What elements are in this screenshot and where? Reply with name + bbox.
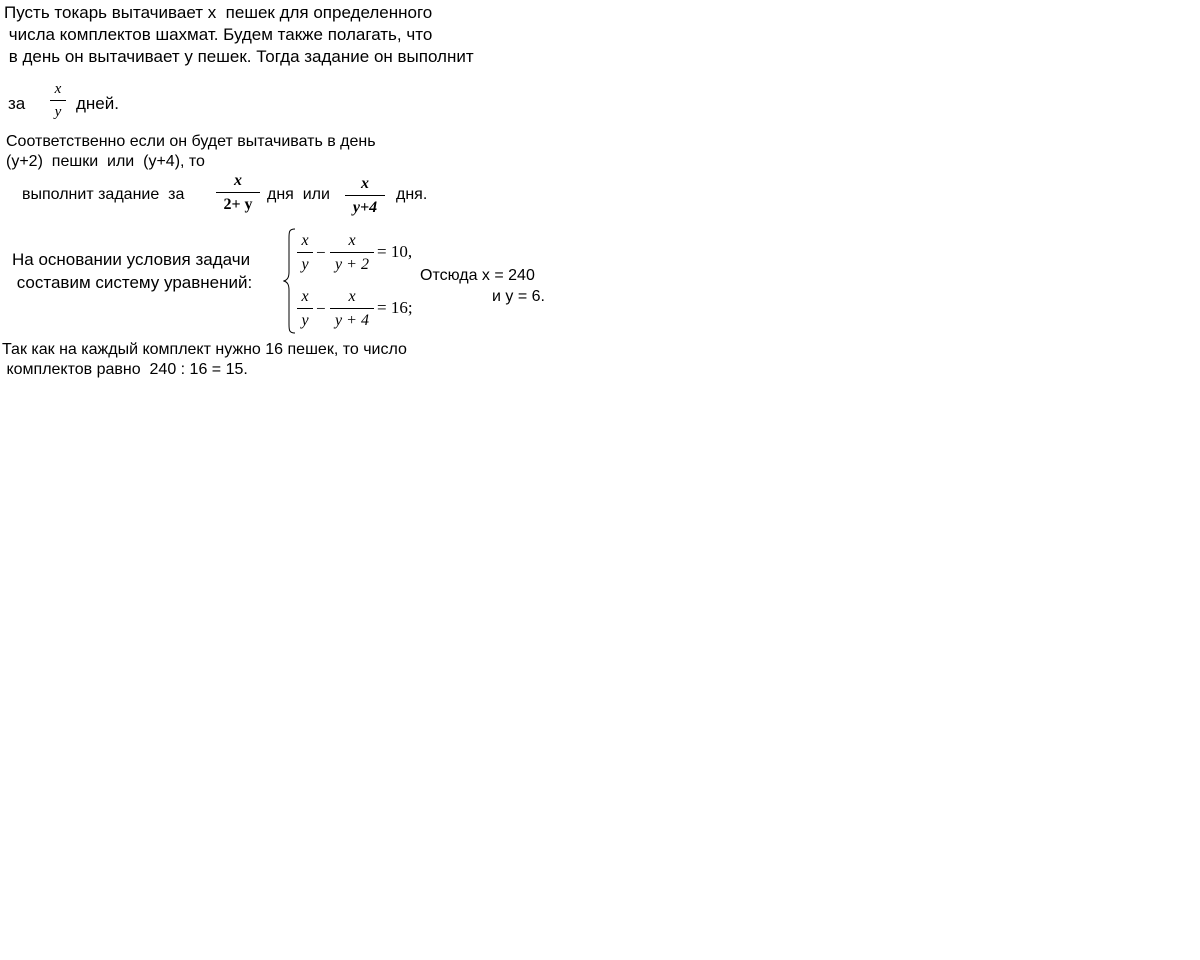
fraction-numerator: x — [301, 232, 309, 249]
fraction-denominator: y — [301, 256, 309, 273]
eq1-fraction-b — [330, 233, 374, 273]
eq2-rhs: = 16; — [377, 298, 413, 317]
fraction-numerator: x — [348, 232, 356, 249]
para2-line-1: Соответственно если он будет вытачивать в день — [6, 133, 376, 150]
fraction-bar — [216, 192, 260, 193]
para2-line-2: (y+2) пешки или (y+4), то — [6, 153, 205, 170]
intro-za: за — [8, 94, 26, 113]
para2-line-3: выполнит задание за — [22, 186, 185, 203]
eq2-fraction-b — [330, 289, 374, 329]
intro-line-1: Пусть токарь вытачивает x пешек для определенного — [4, 3, 433, 22]
fraction-bar — [297, 252, 313, 253]
para2-end: дня. — [396, 186, 428, 203]
fraction-numerator: x — [361, 175, 369, 192]
eq1-fraction-a — [297, 233, 313, 273]
fraction-denominator: y — [54, 104, 62, 120]
eq1-rhs: = 10, — [377, 242, 413, 261]
fraction-denominator: y — [301, 312, 309, 329]
fraction-bar — [330, 252, 374, 253]
fraction-numerator: x — [54, 81, 62, 97]
fraction-numerator: x — [234, 172, 242, 189]
eq2-minus: − — [316, 299, 326, 318]
fraction-x-over-2-plus-y — [216, 173, 260, 213]
eq2-fraction-a — [297, 289, 313, 329]
fraction-x-over-y-plus-4 — [345, 176, 385, 216]
para2-mid: дня или — [267, 186, 330, 203]
system-label-1: На основании условия задачи — [12, 250, 251, 269]
system-label-2: составим систему уравнений: — [12, 273, 253, 292]
intro-line-3: в день он вытачивает y пешек. Тогда задание он выполнит — [4, 47, 474, 66]
fraction-bar — [345, 195, 385, 196]
fraction-denominator: y + 4 — [335, 312, 369, 329]
fraction-numerator: x — [348, 288, 356, 305]
fraction-denominator: 2+ y — [223, 196, 253, 213]
eq1-minus: − — [316, 243, 326, 262]
result-x: Отсюда x = 240 — [420, 267, 535, 284]
fraction-numerator: x — [301, 288, 309, 305]
fraction-denominator: y + 2 — [335, 256, 369, 273]
conclusion-line-2: комплектов равно 240 : 16 = 15. — [2, 361, 248, 378]
intro-days: дней. — [76, 94, 119, 113]
fraction-denominator: y+4 — [352, 199, 378, 216]
fraction-bar — [297, 308, 313, 309]
intro-line-2: числа комплектов шахмат. Будем также полагать, что — [4, 25, 433, 44]
result-y: и y = 6. — [492, 288, 545, 305]
fraction-bar — [50, 100, 66, 101]
fraction-bar — [330, 308, 374, 309]
system-brace-icon — [283, 228, 297, 334]
fraction-x-over-y — [50, 82, 66, 120]
conclusion-line-1: Так как на каждый комплект нужно 16 пешек, то число — [2, 341, 407, 358]
